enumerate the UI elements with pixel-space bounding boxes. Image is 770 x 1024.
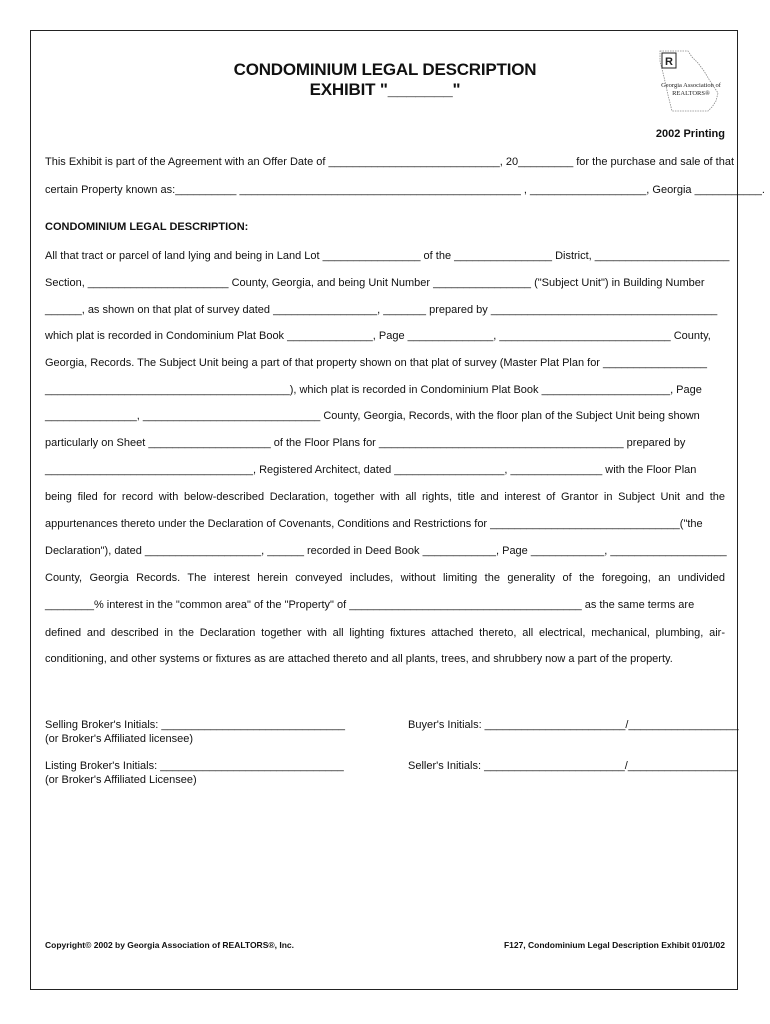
body-line: conditioning, and other systems or fixtures as are attached thereto and all plants, trees, and shrubbery now a part of the property. bbox=[45, 653, 673, 665]
intro-line-1: This Exhibit is part of the Agreement with an Offer Date of ____________________________, 20_________ for the purchase and sale of that bbox=[45, 156, 735, 168]
body-line: County, Georgia Records. The interest herein conveyed includes, without limiting the generality of the foregoing, an undivided bbox=[45, 572, 725, 584]
listing-broker-initials[interactable]: Listing Broker's Initials: ______________________________ bbox=[45, 760, 344, 772]
body-line: All that tract or parcel of land lying and being in Land Lot ________________ of the ________________ District, ______________________ bbox=[45, 250, 730, 262]
seller-initials[interactable]: Seller's Initials: _______________________/__________________ bbox=[408, 760, 738, 772]
buyer-initials[interactable]: Buyer's Initials: _______________________/__________________ bbox=[408, 719, 739, 731]
body-line: defined and described in the Declaration together with all lighting fixtures attached thereto, all electrical, mechanical, plumbing, air- bbox=[45, 627, 725, 639]
body-line: Georgia, Records. The Subject Unit being a part of that property shown on that plat of survey (Master Plat Plan for _________________ bbox=[45, 357, 708, 369]
body-line: Declaration"), dated ___________________, ______ recorded in Deed Book ____________, Page ____________, ___________________ bbox=[45, 545, 727, 557]
body-line: Section, _______________________ County, Georgia, and being Unit Number ________________ ("Subject Unit") in Building Number bbox=[45, 277, 705, 289]
body-line: _______________, _____________________________ County, Georgia, Records, with the floor plan of the Subject Unit being shown bbox=[45, 410, 700, 422]
body-line: particularly on Sheet ____________________ of the Floor Plans for ________________________________________ prepared by bbox=[45, 437, 686, 449]
body-line: appurtenances thereto under the Declaration of Covenants, Conditions and Restrictions for _______________________________("the bbox=[45, 518, 703, 530]
section-heading: CONDOMINIUM LEGAL DESCRIPTION: bbox=[45, 221, 249, 233]
listing-broker-subtitle: (or Broker's Affiliated Licensee) bbox=[45, 774, 197, 786]
body-line: being filed for record with below-described Declaration, together with all rights, title and interest of Grantor in Subject Unit and the bbox=[45, 491, 725, 503]
title-line-1: CONDOMINIUM LEGAL DESCRIPTION bbox=[233, 60, 537, 79]
footer-copyright: Copyright© 2002 by Georgia Association of REALTORS®, Inc. bbox=[45, 940, 294, 950]
printing-date: 2002 Printing bbox=[655, 128, 725, 140]
body-line: which plat is recorded in Condominium Plat Book ______________, Page ______________, ____________________________ County, bbox=[45, 330, 711, 342]
logo-text: Georgia Association of REALTORS® bbox=[661, 82, 721, 97]
body-line: __________________________________, Registered Architect, dated __________________, _______________ with the Floor Plan bbox=[45, 464, 697, 476]
svg-text:R: R bbox=[665, 56, 673, 68]
body-line: ______, as shown on that plat of survey dated _________________, _______ prepared by _____________________________________ bbox=[45, 304, 718, 316]
footer-form-id: F127, Condominium Legal Description Exhibit 01/01/02 bbox=[503, 940, 725, 950]
intro-line-2: certain Property known as:__________ ______________________________________________ , ___________________, Georgia ___________. bbox=[45, 184, 765, 196]
page-frame bbox=[30, 30, 765, 990]
body-line: ________________________________________), which plat is recorded in Condominium Plat Book _____________________, Page bbox=[45, 384, 702, 396]
selling-broker-subtitle: (or Broker's Affiliated licensee) bbox=[45, 733, 194, 745]
selling-broker-initials[interactable]: Selling Broker's Initials: ______________________________ bbox=[45, 719, 345, 731]
body-line: ________% interest in the "common area" of the "Property" of ______________________________________ as the same terms are bbox=[45, 599, 695, 611]
title-line-2: EXHIBIT "_______" bbox=[309, 80, 461, 99]
